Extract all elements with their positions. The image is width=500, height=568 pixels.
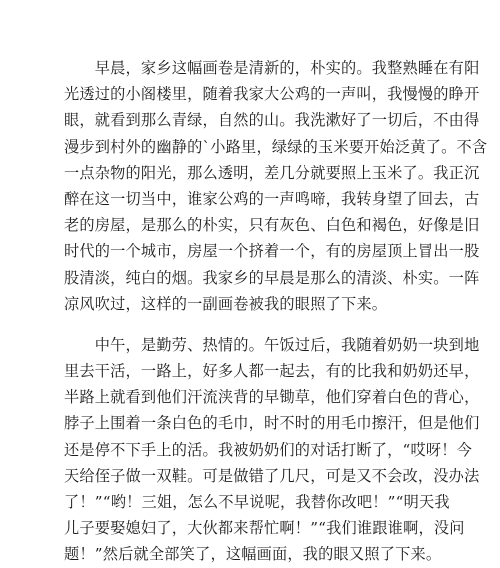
text-line: 老的房屋，是那么的朴实，只有灰色、白色和褐色，好像是旧 [64,216,480,235]
text-line: 儿子要娶媳妇了，大伙都来帮忙啊！”“我们谁跟谁啊，没问 [64,519,465,538]
text-line: 里去干活，一路上，好多人都一起去，有的比我和奶奶还早， [64,362,480,381]
paragraph-noon [64,332,480,568]
text-line: 醉在这一切当中，谁家公鸡的一声鸣啼，我转身望了回去，古 [64,189,480,208]
text-line: 一点杂物的阳光，那么透明，差几分就要照上玉米了。我正沉 [64,163,480,182]
text-line: 中午，是勤劳、热情的。午饭过后，我随着奶奶一块到地 [64,335,480,354]
text-line: 漫步到村外的幽静的`小路里，绿绿的玉米要开始泛黄了。不含 [64,137,488,156]
text-line: 凉风吹过，这样的一副画卷被我的眼照了下来。 [64,294,388,313]
text-line: 光透过的小阁楼里，随着我家大公鸡的一声叫，我慢慢的睁开 [64,85,480,104]
text-line: 股清淡，纯白的烟。我家乡的早晨是那么的清淡、朴实。一阵 [64,268,480,287]
text-line: 眼，就看到那么青绿，自然的山。我洗漱好了一切后，不由得 [64,111,480,130]
text-line: 还是停不下手上的活。我被奶奶们的对话打断了，“哎呀！今 [64,440,473,459]
text-line: 天给侄子做一双鞋。可是做错了几尺，可是又不会改，没办法 [64,466,480,485]
article-body [64,55,488,568]
text-line: 时代的一个城市，房屋一个挤着一个，有的房屋顶上冒出一股 [64,242,480,261]
text-line: 了！”“哟！三姐，怎么不早说呢，我替你改吧！”“明天我 [64,493,450,511]
text-line: 半路上就看到他们汗流浃背的早锄草，他们穿着白色的背心， [64,388,480,407]
text-line: 题！”然后就全部笑了，这幅画面，我的眼又照了下来。 [64,545,442,564]
text-line: 脖子上围着一条白色的毛巾，时不时的用毛巾擦汗，但是他们 [64,414,480,433]
paragraph-morning [64,55,488,317]
text-line: 早晨，家乡这幅画卷是清新的，朴实的。我整熟睡在有阳 [64,59,480,77]
